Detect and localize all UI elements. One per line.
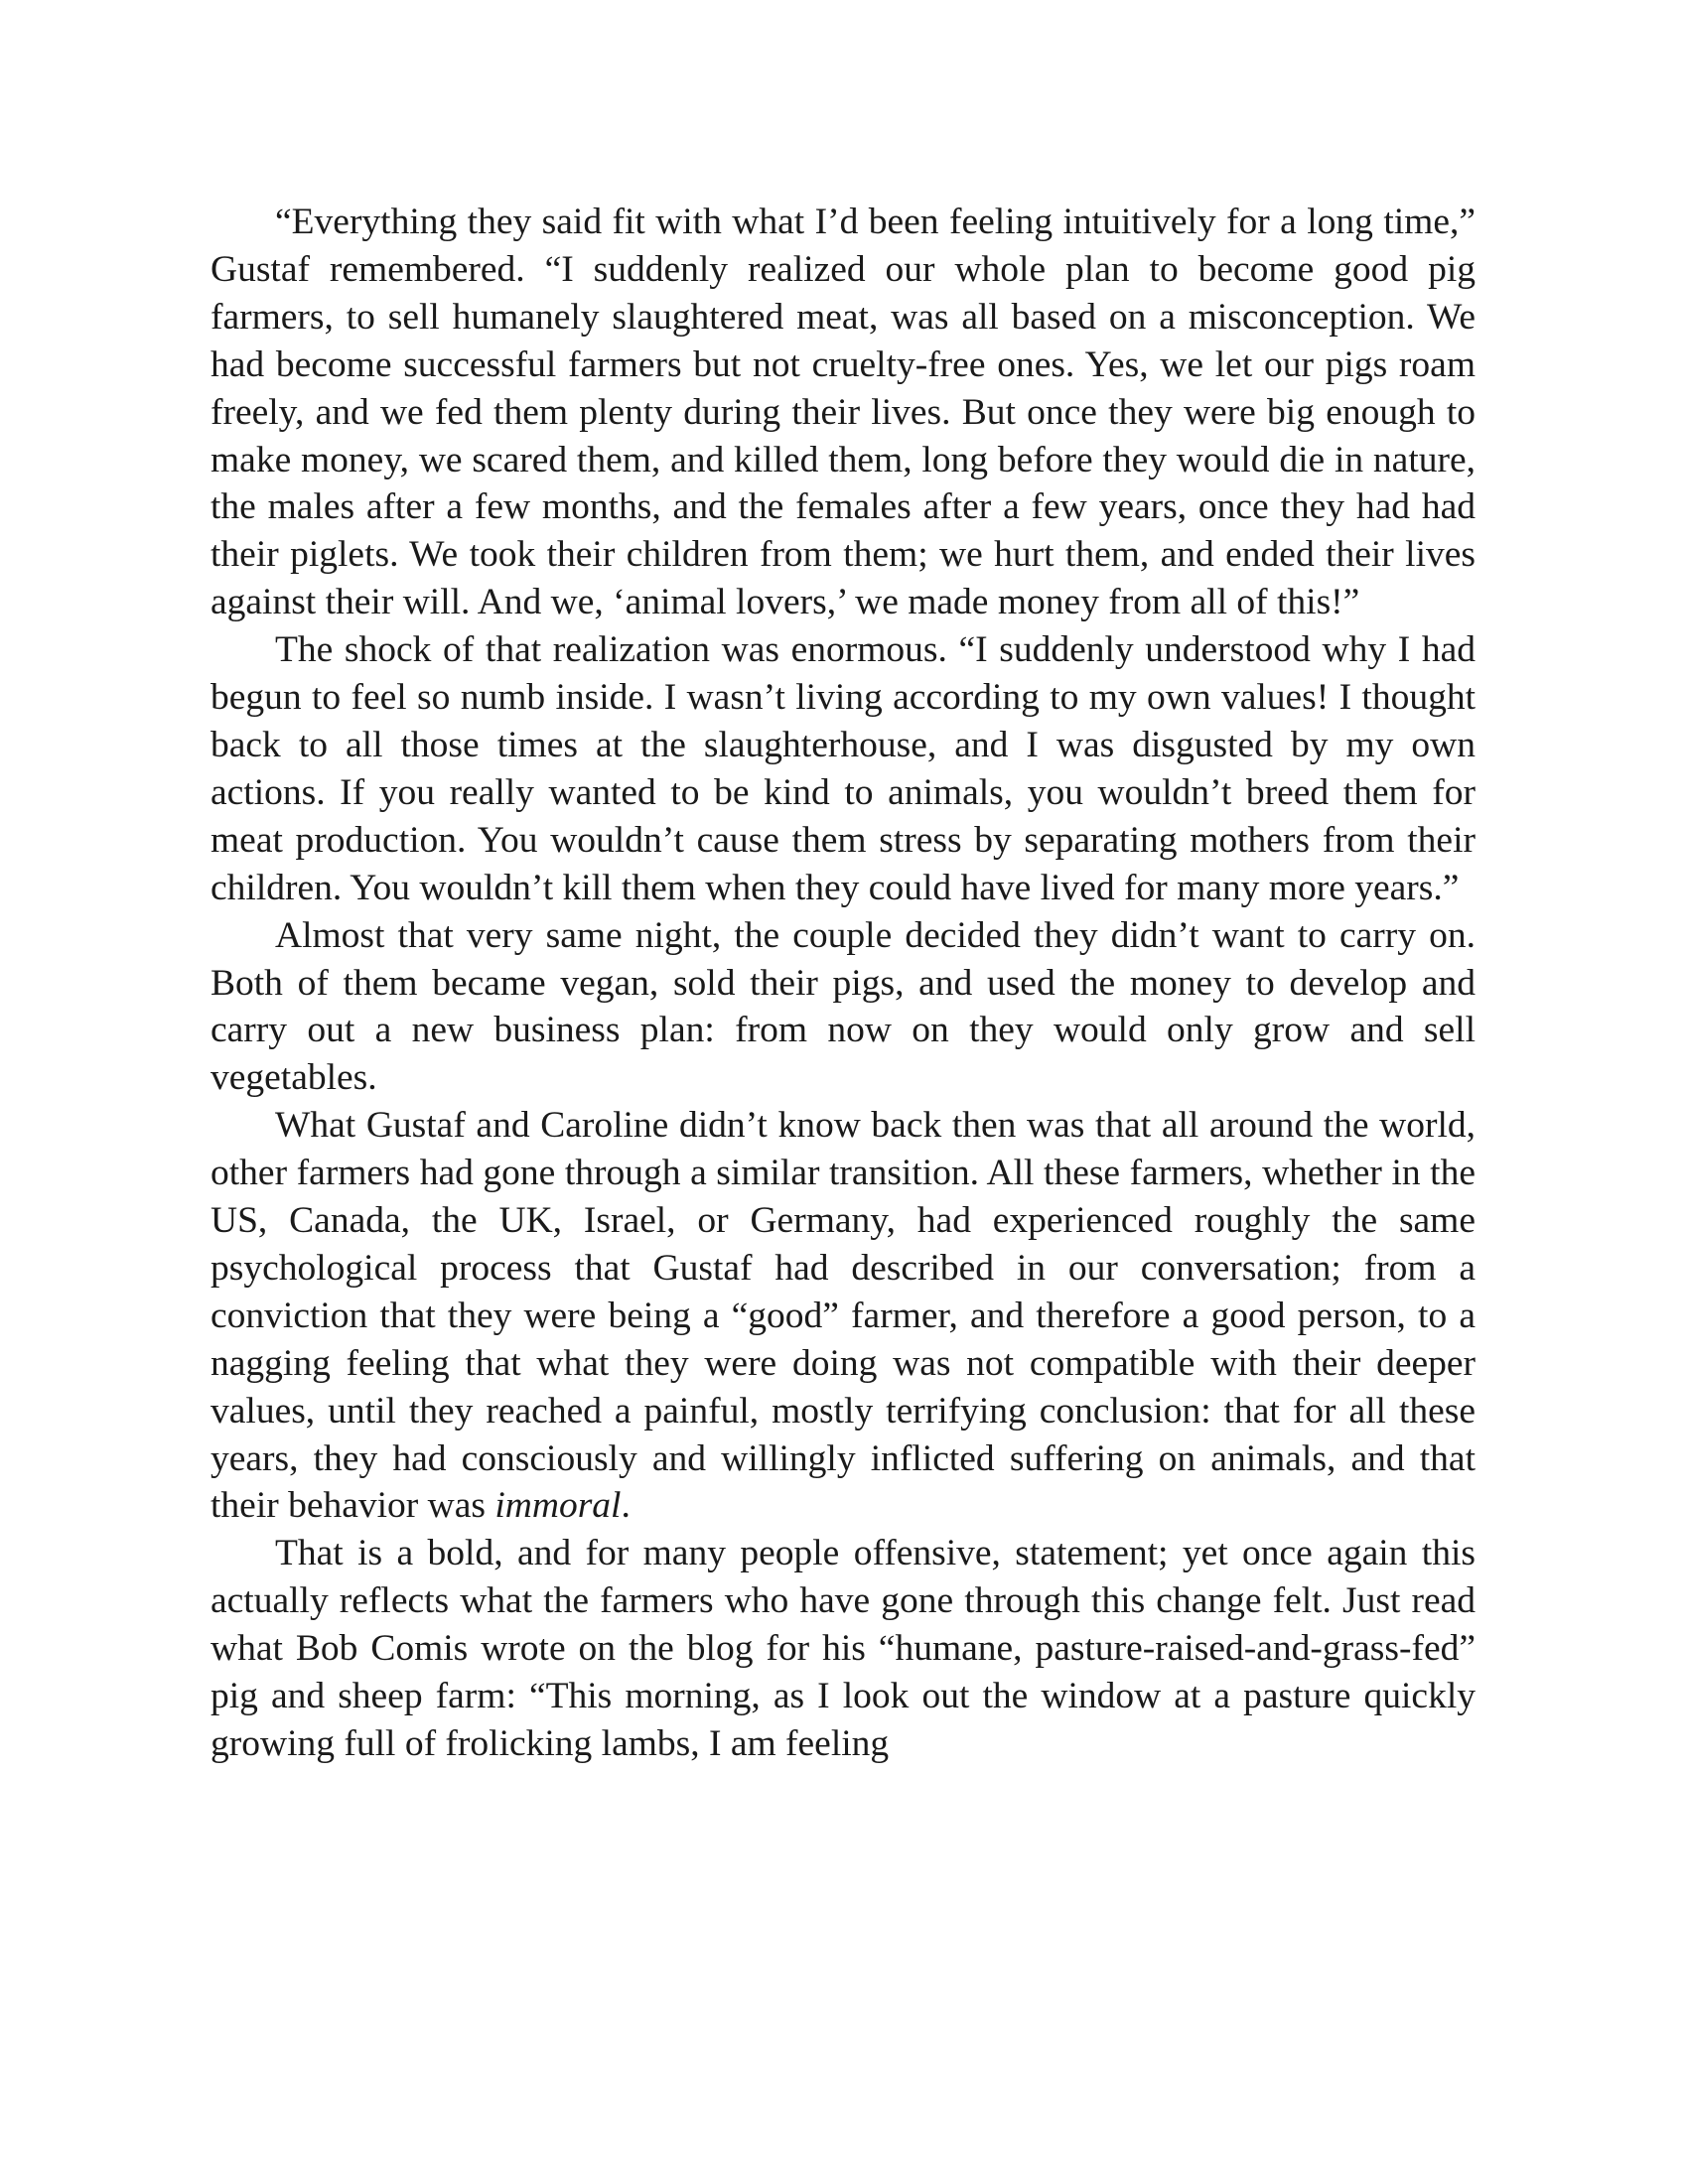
paragraph-4-end: . — [621, 1485, 631, 1527]
paragraph-3: Almost that very same night, the couple decided they didn’t want to carry on. Both of them became vegan, sold their pigs, and used the money to develop and carry out a new business plan: from now on they would only grow and sell vegetables. — [211, 914, 1476, 1099]
emphasis-immoral: immoral — [494, 1485, 622, 1527]
paragraph-5: That is a bold, and for many people offensive, statement; yet once again this actually reflects what the farmers who have gone through this change felt. Just read what Bob Comis wrote on the blog for his “humane, pasture-raised-and-grass-fed” pig and sheep farm: “This morning, as I look out the window at a pasture quickly growing full of frolicking lambs, I am feeling — [211, 1533, 1476, 1764]
paragraph-2: The shock of that realization was enormous. “I suddenly understood why I had begun to feel so numb inside. I wasn’t living according to my own values! I thought back to all those times at the slaughterhouse, and I was disgusted by my own actions. If you really wanted to be kind to animals, you wouldn’t breed them for meat production. You wouldn’t cause them stress by separating mothers from their children. You wouldn’t kill them when they could have lived for many more years.” — [211, 629, 1476, 908]
paragraph-1: “Everything they said fit with what I’d been feeling intuitively for a long time,” Gustaf remembered. “I suddenly realized our whole plan to become good pig farmers, to sell humanely slaughtered meat, was all based on a misconception. We had become successful farmers but not cruelty-free ones. Yes, we let our pigs roam freely, and we fed them plenty during their lives. But once they were big enough to make money, we scared them, and killed them, long before they would die in nature, the males after a few months, and the females after a few years, once they had had their piglets. We took their children from them; we hurt them, and ended their lives against their will. And we, ‘animal lovers,’ we made money from all of this!” — [211, 202, 1476, 623]
paragraph-4 — [211, 1102, 1476, 1530]
paragraph-4-text: What Gustaf and Caroline didn’t know back then was that all around the world, other farmers had gone through a similar transition. All these farmers, whether in the US, Canada, the UK, Israel, or Germany, had experienced roughly the same psychological process that Gustaf had described in our conversation; from a conviction that they were being a “good” farmer, and therefore a good person, to a nagging feeling that what they were doing was not compatible with their deeper values, until they reached a painful, mostly terrifying conclusion: that for all these years, they had consciously and willingly inflicted suffering on animals, and that their behavior was — [211, 1105, 1476, 1527]
body-text — [211, 199, 1476, 1768]
